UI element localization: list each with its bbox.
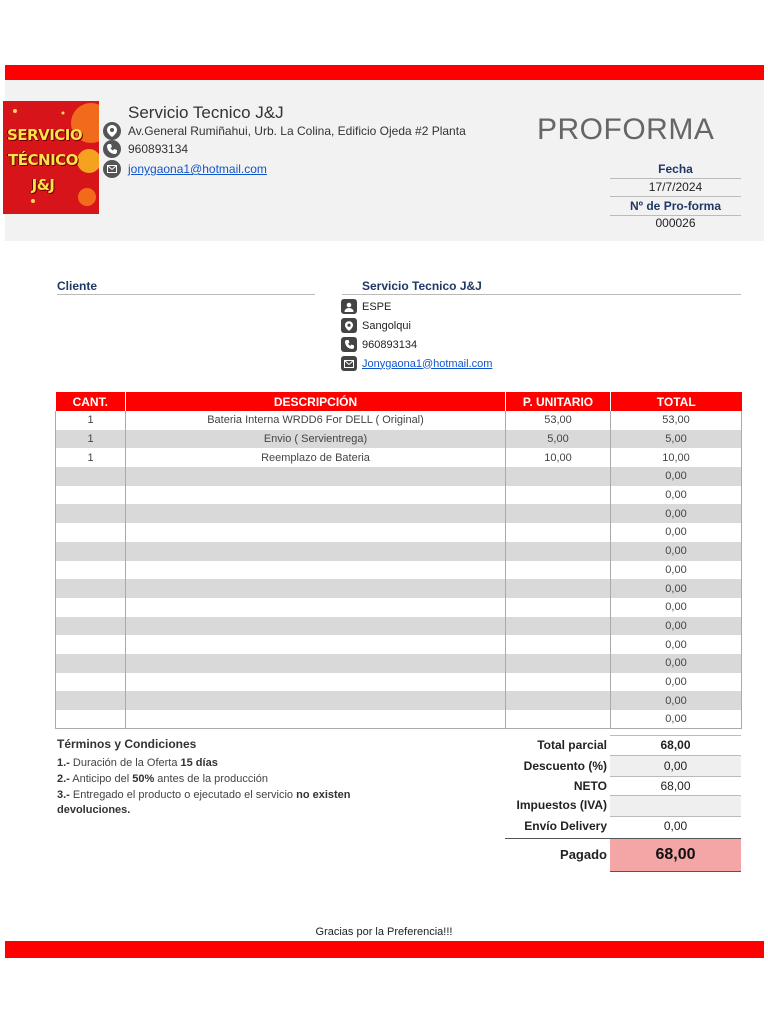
terms-line-1-bold: 15 días — [180, 757, 218, 769]
delivery-value: 0,00 — [663, 819, 688, 833]
cell-unit-price — [506, 635, 611, 654]
paid-value: 68,00 — [610, 839, 741, 872]
proforma-number-label: Nº de Pro-forma — [610, 199, 741, 216]
terms-line-1-text: Duración de la Oferta — [69, 757, 181, 769]
table-row — [56, 542, 742, 561]
terms-line-3 — [57, 788, 367, 818]
header-quantity: CANT. — [56, 392, 126, 411]
vendor-email-link[interactable]: Jonygaona1@hotmail.com — [362, 357, 493, 370]
cell-total: 0,00 — [611, 598, 742, 617]
cell-quantity: 1 — [56, 448, 126, 467]
cell-description — [126, 691, 506, 710]
document-title: PROFORMA — [537, 113, 715, 146]
vendor-contact: ESPE — [362, 300, 392, 313]
cell-total: 0,00 — [611, 654, 742, 673]
phone-icon — [341, 337, 357, 352]
terms-line-3-number: 3.- — [57, 789, 70, 801]
cell-unit-price — [506, 561, 611, 580]
cell-total: 0,00 — [611, 617, 742, 636]
table-row — [56, 430, 742, 449]
company-address-row — [103, 122, 466, 140]
paid-label: Pagado — [560, 847, 607, 862]
terms-line-3-bold: no existen devoluciones. — [57, 789, 351, 816]
cell-quantity — [56, 710, 126, 729]
tax-cell-bg — [610, 796, 741, 816]
cell-description — [126, 542, 506, 561]
discount-label: Descuento (%) — [523, 759, 607, 773]
cell-total: 0,00 — [611, 523, 742, 542]
subtotal-value: 68,00 — [660, 738, 691, 752]
summary-divider — [610, 816, 741, 817]
delivery-label: Envío Delivery — [524, 819, 607, 833]
company-phone: 960893134 — [128, 142, 189, 156]
cell-description — [126, 561, 506, 580]
cell-quantity — [56, 467, 126, 486]
header-description: DESCRIPCIÓN — [126, 392, 506, 411]
cell-description: Bateria Interna WRDD6 For DELL ( Original) — [126, 411, 506, 430]
terms-line-2-text: Anticipo del — [69, 773, 133, 785]
cell-total: 5,00 — [611, 430, 742, 449]
cell-quantity — [56, 598, 126, 617]
cell-total: 0,00 — [611, 673, 742, 692]
date-value: 17/7/2024 — [610, 180, 741, 197]
cell-unit-price: 10,00 — [506, 448, 611, 467]
cell-unit-price — [506, 654, 611, 673]
cell-description — [126, 467, 506, 486]
cell-description — [126, 504, 506, 523]
company-name: Servicio Tecnico J&J — [128, 103, 284, 122]
proforma-number-value: 000026 — [655, 216, 696, 230]
vendor-contact-row — [341, 299, 391, 314]
cell-unit-price — [506, 598, 611, 617]
net-label: NETO — [573, 779, 607, 793]
table-row — [56, 673, 742, 692]
table-row — [56, 710, 742, 729]
table-row — [56, 504, 742, 523]
cell-unit-price — [506, 486, 611, 505]
company-address: Av.General Rumiñahui, Urb. La Colina, Edificio Ojeda #2 Planta — [128, 124, 466, 138]
subtotal-label: Total parcial — [537, 738, 607, 752]
cell-description — [126, 673, 506, 692]
cell-total: 0,00 — [611, 467, 742, 486]
table-row — [56, 635, 742, 654]
logo-line-1: SERVICIO — [7, 126, 83, 144]
cell-unit-price — [506, 467, 611, 486]
terms-line-2-bold: 50% — [132, 773, 155, 785]
table-row — [56, 617, 742, 636]
cell-quantity: 1 — [56, 430, 126, 449]
logo-line-3: J&J — [31, 176, 55, 194]
cell-total: 0,00 — [611, 579, 742, 598]
cell-description — [126, 598, 506, 617]
terms-line-1 — [57, 756, 367, 771]
cell-total: 0,00 — [611, 691, 742, 710]
table-row — [56, 654, 742, 673]
table-row — [56, 486, 742, 505]
cell-unit-price: 5,00 — [506, 430, 611, 449]
cell-total: 0,00 — [611, 504, 742, 523]
cell-unit-price — [506, 542, 611, 561]
person-icon — [341, 299, 357, 314]
cell-unit-price — [506, 673, 611, 692]
client-label: Cliente — [57, 279, 315, 295]
bottom-red-bar — [5, 941, 764, 958]
company-email-row — [103, 160, 267, 178]
cell-unit-price — [506, 523, 611, 542]
terms-line-2-tail: antes de la producción — [154, 773, 268, 785]
cell-total: 0,00 — [611, 486, 742, 505]
location-pin-icon — [103, 122, 121, 140]
cell-unit-price — [506, 617, 611, 636]
cell-quantity — [56, 579, 126, 598]
header-unit-price: P. UNITARIO — [506, 392, 611, 411]
table-header-row — [56, 392, 742, 411]
cell-quantity: 1 — [56, 411, 126, 430]
cell-quantity — [56, 617, 126, 636]
table-row — [56, 411, 742, 430]
cell-quantity — [56, 542, 126, 561]
summary-divider — [610, 776, 741, 777]
vendor-phone-row — [341, 337, 417, 352]
logo-line-2: TÉCNICO — [8, 151, 78, 169]
header-total: TOTAL — [611, 392, 742, 411]
cell-quantity — [56, 523, 126, 542]
thanks-message: Gracias por la Preferencia!!! — [315, 926, 453, 938]
terms-line-3-text: Entregado el producto o ejecutado el servicio — [69, 789, 297, 801]
mail-icon — [341, 356, 357, 371]
cell-quantity — [56, 486, 126, 505]
cell-unit-price: 53,00 — [506, 411, 611, 430]
items-table — [55, 392, 742, 729]
cell-description — [126, 617, 506, 636]
top-red-bar — [5, 65, 764, 80]
terms-title: Términos y Condiciones — [57, 737, 197, 751]
table-row — [56, 467, 742, 486]
net-value: 68,00 — [660, 779, 691, 793]
vendor-location-row — [341, 318, 411, 333]
phone-icon — [103, 140, 121, 158]
terms-line-2 — [57, 772, 367, 787]
cell-description: Reemplazo de Bateria — [126, 448, 506, 467]
cell-total: 0,00 — [611, 635, 742, 654]
cell-description — [126, 654, 506, 673]
table-row — [56, 579, 742, 598]
cell-quantity — [56, 691, 126, 710]
cell-total: 0,00 — [611, 542, 742, 561]
cell-total: 53,00 — [611, 411, 742, 430]
company-logo — [3, 101, 99, 214]
cell-description — [126, 523, 506, 542]
cell-quantity — [56, 561, 126, 580]
location-pin-icon — [341, 318, 357, 333]
cell-unit-price — [506, 504, 611, 523]
cell-total: 0,00 — [611, 561, 742, 580]
cell-quantity — [56, 504, 126, 523]
cell-quantity — [56, 673, 126, 692]
table-row — [56, 691, 742, 710]
cell-description — [126, 486, 506, 505]
table-row — [56, 523, 742, 542]
cell-description — [126, 579, 506, 598]
table-row — [56, 448, 742, 467]
cell-unit-price — [506, 710, 611, 729]
discount-value: 0,00 — [663, 759, 688, 773]
cell-description — [126, 635, 506, 654]
company-phone-row — [103, 140, 188, 158]
cell-description: Envio ( Servientrega) — [126, 430, 506, 449]
cell-quantity — [56, 654, 126, 673]
vendor-location: Sangolqui — [362, 319, 411, 332]
cell-unit-price — [506, 691, 611, 710]
table-row — [56, 598, 742, 617]
terms-line-2-number: 2.- — [57, 773, 70, 785]
table-row — [56, 561, 742, 580]
vendor-phone: 960893134 — [362, 338, 418, 351]
logo-text — [7, 123, 83, 198]
cell-quantity — [56, 635, 126, 654]
mail-icon — [103, 160, 121, 178]
cell-total: 0,00 — [611, 710, 742, 729]
vendor-email-row — [341, 356, 492, 371]
tax-label: Impuestos (IVA) — [516, 798, 607, 812]
vendor-name: Servicio Tecnico J&J — [342, 279, 741, 295]
cell-total: 10,00 — [611, 448, 742, 467]
terms-line-1-number: 1.- — [57, 757, 70, 769]
summary-divider — [610, 735, 741, 736]
company-email-link[interactable]: jonygaona1@hotmail.com — [128, 162, 267, 176]
cell-description — [126, 710, 506, 729]
date-label: Fecha — [610, 162, 741, 179]
cell-unit-price — [506, 579, 611, 598]
